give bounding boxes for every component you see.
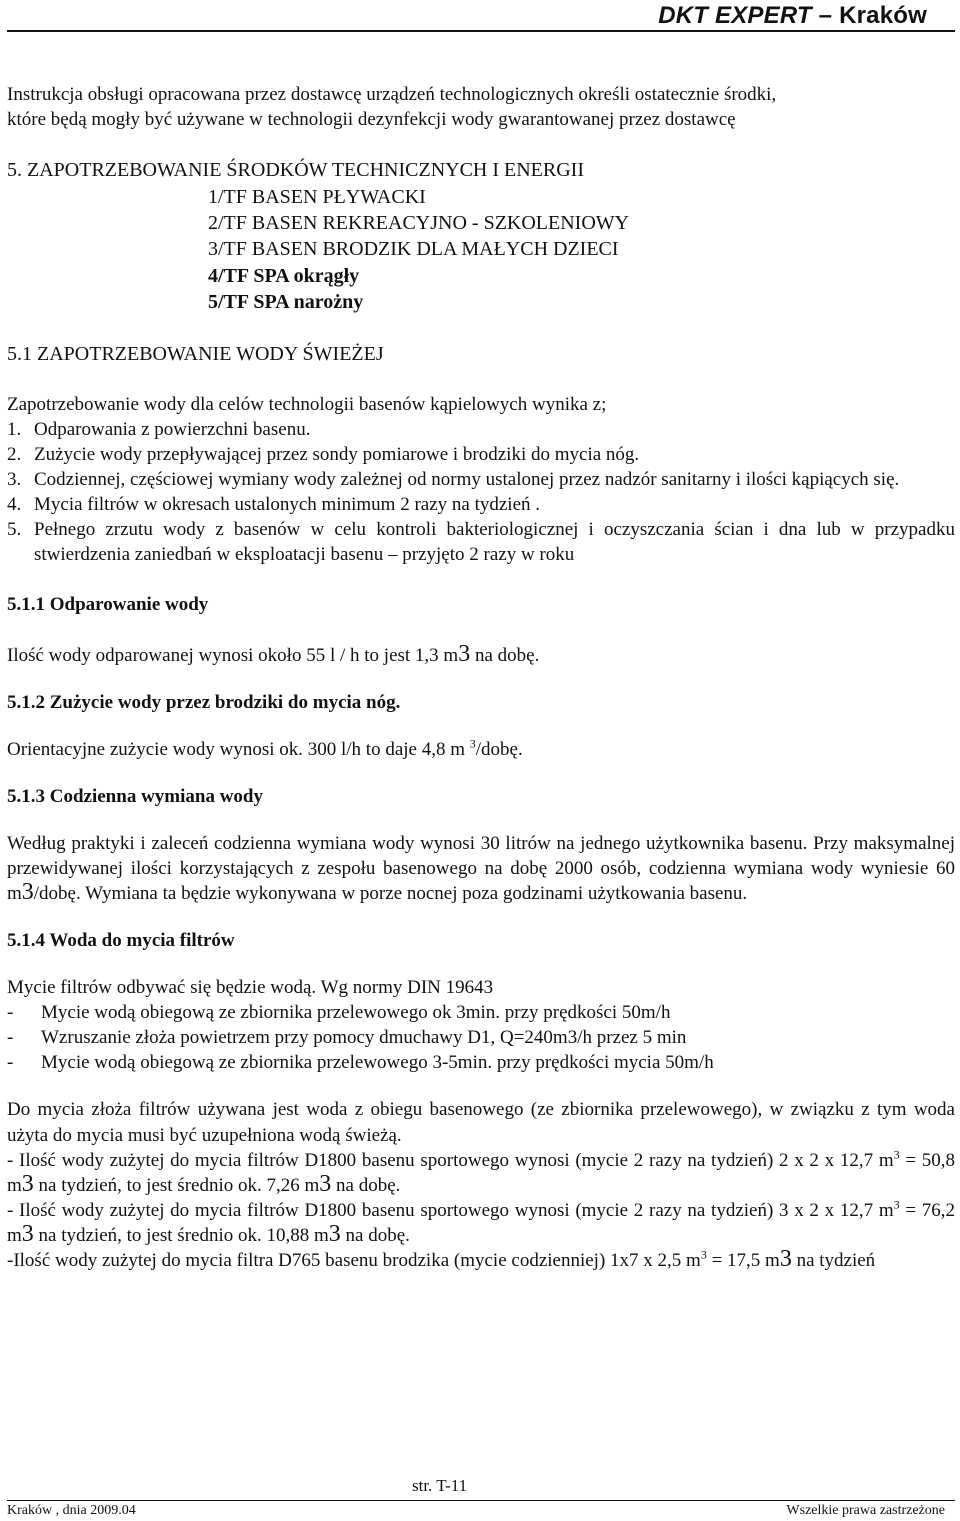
section-5-1-3-title: 5.1.3 Codzienna wymiana wody <box>7 785 263 807</box>
list-text: Zużycie wody przepływającej przez sondy pomiarowe i brodziki do mycia nóg. <box>34 444 640 466</box>
text-fragment: - Ilość wody zużytej do mycia filtrów D1800 basenu sportowego wynosi (mycie 2 razy na tydzień) 3 x 2 x 12,7 m <box>7 1199 894 1221</box>
superscript: 3 <box>21 1170 34 1197</box>
superscript: 3 <box>893 1197 900 1212</box>
section-5-item: 4/TF SPA okrągły <box>208 264 360 287</box>
calc-line-3 <box>7 1245 955 1273</box>
text-fragment: na dobę. <box>340 1224 410 1246</box>
superscript: 3 <box>21 1220 34 1247</box>
list-number: 5. <box>7 519 22 541</box>
text-fragment: = 17,5 m <box>706 1249 780 1271</box>
list-text: Odparowania z powierzchni basenu. <box>34 418 311 440</box>
footer-copyright: Wszelkie prawa zastrzeżone <box>786 1503 945 1518</box>
text-fragment: na tydzień, to jest średnio ok. 10,88 m <box>33 1224 329 1246</box>
text-fragment: = 76,2 m <box>7 1199 955 1246</box>
superscript: 3 <box>779 1245 792 1272</box>
calc-line-2 <box>7 1198 955 1248</box>
section-5-item: 5/TF SPA narożny <box>208 291 364 314</box>
calc-line-1 <box>7 1148 955 1198</box>
text-fragment: na dobę. <box>470 644 540 666</box>
superscript: 3 <box>458 640 471 667</box>
list-item <box>7 417 955 442</box>
text-fragment: na tydzień <box>791 1249 876 1271</box>
list-number: 4. <box>7 494 22 516</box>
company-name: DKT EXPERT <box>658 2 812 29</box>
dash-marker: - <box>7 1027 14 1049</box>
superscript: 3 <box>893 1147 900 1162</box>
intro-line-2: które będą mogły być używane w technologii dezynfekcji wody gwarantowanej przez dostawcę <box>7 109 736 131</box>
dash-item <box>7 1050 955 1075</box>
superscript: 3 <box>21 878 34 905</box>
dash-text: Mycie wodą obiegową ze zbiornika przelewowego ok 3min. przy prędkości 50m/h <box>41 1002 671 1024</box>
section-5-1-4-lead: Mycie filtrów odbywać się będzie wodą. Wg normy DIN 19643 <box>7 977 494 999</box>
section-5-1-lead: Zapotrzebowanie wody dla celów technologii basenów kąpielowych wynika z; <box>7 393 607 415</box>
document-body <box>7 82 955 1273</box>
section-5-1-1-title: 5.1.1 Odparowanie wody <box>7 594 209 616</box>
text-fragment: Według praktyki i zaleceń codzienna wymiana wody wynosi 30 litrów na jednego użytkownika basenu. Przy maksymalnej przewidywanej ilości korzystających z zespołu basenowego na dobę 2000 osób, codzienna wymiana wody wyniesie 60 m <box>7 832 955 904</box>
dash-text: Wzruszanie złoża powietrzem przy pomocy dmuchawy D1, Q=240m3/h przez 5 min <box>41 1027 687 1049</box>
text-fragment: = 50,8 m <box>7 1149 955 1196</box>
text-fragment: - Ilość wody zużytej do mycia filtrów D1800 basenu sportowego wynosi (mycie 2 razy na tydzień) 2 x 2 x 12,7 m <box>7 1149 894 1171</box>
superscript: 3 <box>328 1220 341 1247</box>
dash-item <box>7 1000 955 1025</box>
list-text: Mycia filtrów w okresach ustalonych minimum 2 razy na tydzień . <box>34 494 541 516</box>
text-fragment: Orientacyjne zużycie wody wynosi ok. 300 l/h to daje 4,8 m <box>7 738 470 760</box>
page-footer <box>7 1500 955 1521</box>
page-number: str. T-11 <box>412 1476 468 1495</box>
dash-marker: - <box>7 1002 14 1024</box>
text-fragment: na tydzień, to jest średnio ok. 7,26 m <box>33 1174 320 1196</box>
header-city: Kraków <box>839 2 927 29</box>
text-fragment: na dobę. <box>331 1174 401 1196</box>
page-header <box>7 0 955 32</box>
section-5-item: 2/TF BASEN REKREACYJNO - SZKOLENIOWY <box>208 211 630 234</box>
superscript: 3 <box>700 1247 707 1262</box>
footer-date: Kraków , dnia 2009.04 <box>7 1503 136 1518</box>
list-item <box>7 492 955 517</box>
section-5-1-title: 5.1 ZAPOTRZEBOWANIE WODY ŚWIEŻEJ <box>7 342 384 365</box>
text-fragment: /dobę. Wymiana ta będzie wykonywana w porze nocnej poza godzinami użytkowania basenu. <box>33 882 748 904</box>
list-number: 1. <box>7 418 22 440</box>
section-5-1-4-title: 5.1.4 Woda do mycia filtrów <box>7 930 235 952</box>
header-title <box>658 0 927 32</box>
text-fragment: Ilość wody odparowanej wynosi około 55 l / h to jest 1,3 m <box>7 644 459 666</box>
superscript: 3 <box>469 736 476 751</box>
section-5-item: 1/TF BASEN PŁYWACKI <box>208 185 426 208</box>
intro-line-1: Instrukcja obsługi opracowana przez dostawcę urządzeń technologicznych określi ostatecznie środki, <box>7 84 777 105</box>
section-5-title: 5. ZAPOTRZEBOWANIE ŚRODKÓW TECHNICZNYCH I ENERGII <box>7 159 585 182</box>
section-5-1-1-text <box>7 640 955 668</box>
header-separator: – <box>811 2 840 29</box>
section-5-1-3-text <box>7 831 955 906</box>
list-text: Pełnego zrzutu wody z basenów w celu kontroli bakteriologicznej i oczyszczania ścian i dna lub w przypadku stwierdzenia zaniedbań w eksploatacji basenu – przyjęto 2 razy w roku <box>34 519 955 566</box>
text-fragment: -Ilość wody zużytej do mycia filtra D765 basenu brodzika (mycie codzienniej) 1x7 x 2,5 m <box>7 1249 701 1271</box>
list-item <box>7 442 955 467</box>
superscript: 3 <box>319 1170 332 1197</box>
section-5-item: 3/TF BASEN BRODZIK DLA MAŁYCH DZIECI <box>208 238 619 261</box>
dash-item <box>7 1025 955 1050</box>
dash-marker: - <box>7 1052 14 1074</box>
list-text: Codziennej, częściowej wymiany wody zależnej od normy ustalonej przez nadzór sanitarny i ilości kąpiących się. <box>34 469 900 491</box>
list-item <box>7 467 955 492</box>
section-5-1-2-title: 5.1.2 Zużycie wody przez brodziki do mycia nóg. <box>7 691 401 713</box>
list-item <box>7 517 955 567</box>
text-fragment: /dobę. <box>475 738 523 760</box>
list-number: 3. <box>7 469 22 491</box>
list-number: 2. <box>7 444 22 466</box>
section-5-1-2-text <box>7 737 955 762</box>
dash-text: Mycie wodą obiegową ze zbiornika przelewowego 3-5min. przy prędkości mycia 50m/h <box>41 1052 714 1074</box>
section-5-1-4-paragraph: Do mycia złoża filtrów używana jest woda z obiegu basenowego (ze zbiornika przelewowego), w związku z tym woda użyta do mycia musi być uzupełniona wodą świeżą. <box>7 1099 955 1146</box>
